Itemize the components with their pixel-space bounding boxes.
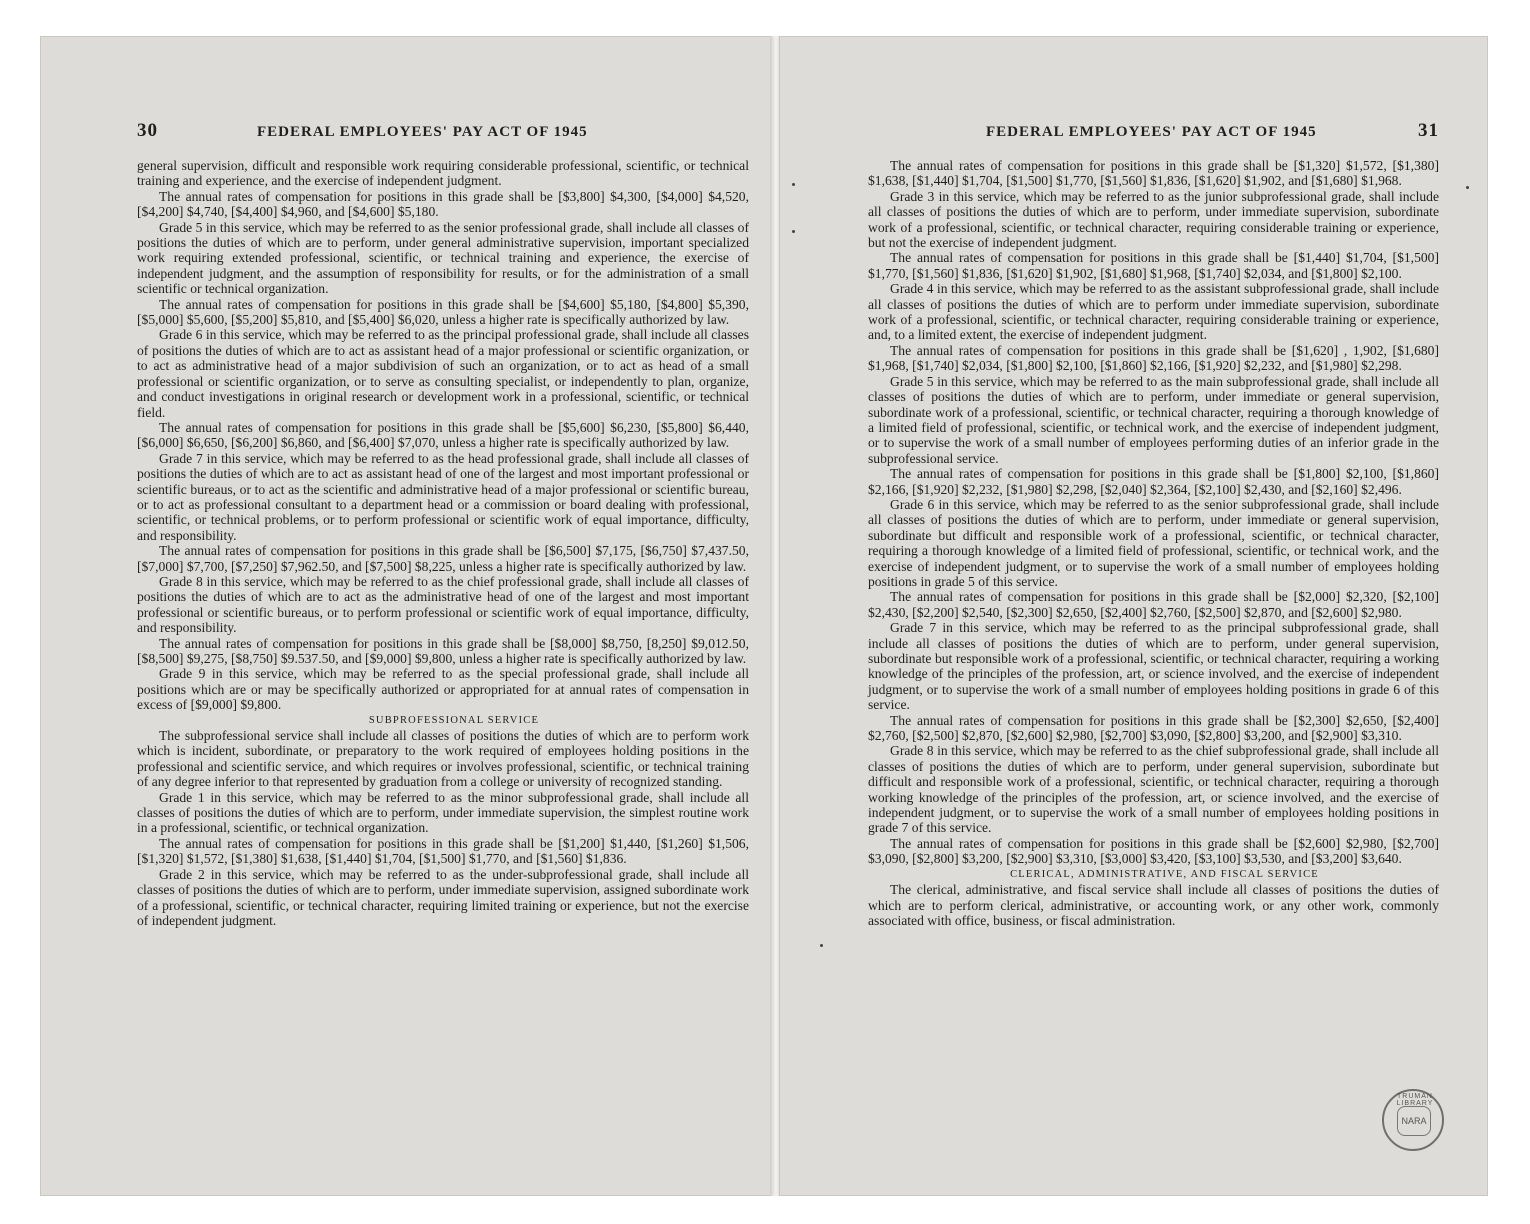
left-running-title: FEDERAL EMPLOYEES' PAY ACT OF 1945: [257, 124, 588, 140]
paragraph: The annual rates of compensation for positions in this grade shall be [$2,600] $2,980, [$2,700] $3,090, [$2,800] $3,200, [$2,900] $3,310, [$3,000] $3,420, [$3,100] $3,530, and [$3,200] $3,640.: [868, 835, 1439, 867]
paragraph: The annual rates of compensation for positions in this grade shall be [$1,200] $1,440, [$1,260] $1,506, [$1,320] $1,572, [$1,380] $1,638, [$1,440] $1,704, [$1,500] $1,770, and [$1,560] $1,836.: [137, 835, 749, 867]
right-running-head: [868, 120, 1439, 150]
section-title-clerical: CLERICAL, ADMINISTRATIVE, AND FISCAL SERVICE: [1010, 868, 1319, 880]
stamp-inner-text: NARA: [1397, 1106, 1431, 1136]
paragraph: The annual rates of compensation for positions in this grade shall be [$1,620] , 1,902, [$1,680] $1,968, [$1,740] $2,034, [$1,800] $2,100, [$1,860] $2,166, [$1,920] $2,232, and [$1,980] $2,298.: [868, 342, 1439, 374]
paragraph: Grade 2 in this service, which may be referred to as the under-subprofessional grade, shall include all classes of positions the duties of which are to perform, under immediate supervision, assigned subordinate work of a professional, scientific, or technical character, requiring limited training or experience, but not the exercise of independent judgment.: [137, 866, 749, 928]
left-page: [40, 36, 775, 1196]
paragraph: Grade 8 in this service, which may be referred to as the chief subprofessional grade, shall include all classes of positions the duties of which are to perform, under general supervision, subordinate but difficult and responsible work of a professional, scientific, or technical character, requiring a thorough working knowledge of the principles of the profession, art, or science involved, and the exercise of independent judgment, or to supervise the work of a small number of employees holding positions in grade 7 of this service.: [868, 743, 1439, 836]
paragraph: Grade 1 in this service, which may be referred to as the minor subprofessional grade, shall include all classes of positions the duties of which are to perform, under immediate supervision, the simplest routine work in a professional, scientific, or technical organization.: [137, 789, 749, 836]
paragraph: Grade 6 in this service, which may be referred to as the principal professional grade, shall include all classes of positions the duties of which are to act as assistant head of a major professional or scientific organization, or to act as administrative head of a major subdivision of such an organization, or to act as head of a small professional or scientific organization, or to serve as consulting specialist, or independently to plan, organize, and conduct investigations in original research or development work in a professional, scientific, or technical field.: [137, 327, 749, 420]
paragraph: The annual rates of compensation for positions in this grade shall be [$1,440] $1,704, [$1,500] $1,770, [$1,560] $1,836, [$1,620] $1,902, [$1,680] $1,968, [$1,740] $2,034, and [$1,800] $2,100.: [868, 250, 1439, 281]
paragraph: The annual rates of compensation for positions in this grade shall be [$6,500] $7,175, [$6,750] $7,437.50, [$7,000] $7,700, [$7,250] $7,962.50, and [$7,500] $8,225, unless a higher rate is specifically authorized by law.: [137, 543, 749, 574]
paragraph: Grade 6 in this service, which may be referred to as the senior subprofessional grade, shall include all classes of positions the duties of which are to perform, under immediate or general supervision, subordinate but difficult and responsible work of a professional, scientific, or technical character, requiring a thorough knowledge of a limited field of professional, scientific, or technical work, and the exercise of independent judgment, or to supervise the work of a small number of employees holding positions in grade 5 of this service.: [868, 496, 1439, 589]
paragraph: general supervision, difficult and responsible work requiring considerable professional, scientific, or technical training and experience, and the exercise of independent judgment.: [137, 158, 749, 189]
paragraph: Grade 8 in this service, which may be referred to as the chief professional grade, shall include all classes of positions the duties of which are to act as the administrative head of one of the largest and most important professional or scientific bureaus, or to perform professional or scientific work of equal importance, difficulty, and responsibility.: [137, 573, 749, 636]
paragraph: Grade 5 in this service, which may be referred to as the main subprofessional grade, shall include all classes of positions the duties of which are to perform, under immediate or general supervision, subordinate work of a professional, scientific, or technical character, requiring a thorough knowledge of a limited field of professional, scientific, or technical work, and the exercise of independent judgment, or to supervise the work of a small number of employees performing duties of an inferior grade in the subprofessional service.: [868, 373, 1439, 466]
paragraph: Grade 4 in this service, which may be referred to as the assistant subprofessional grade, shall include all classes of positions the duties of which are to perform under immediate supervision, subordinate work of a professional, scientific, or technical character, requiring considerable training or experience, and, to a limited extent, the exercise of independent judgment.: [868, 281, 1439, 343]
paragraph: The annual rates of compensation for positions in this grade shall be [$1,320] $1,572, [$1,380] $1,638, [$1,440] $1,704, [$1,500] $1,770, [$1,560] $1,836, [$1,620] $1,902, and [$1,680] $1,968.: [868, 158, 1439, 189]
paragraph: Grade 3 in this service, which may be referred to as the junior subprofessional grade, shall include all classes of positions the duties of which are to perform, under immediate supervision, subordinate work of a professional, scientific, or technical character, requiring considerable training or experience, but not the exercise of independent judgment.: [868, 188, 1439, 251]
paragraph: The subprofessional service shall include all classes of positions the duties of which are to perform work which is incident, subordinate, or preparatory to the work required of employees holding positions in the professional and scientific service, and which requires or involves professional, scientific, or technical training of any degree inferior to that represented by graduation from a college or university of recognized standing.: [137, 728, 749, 790]
right-page-number: 31: [1418, 120, 1439, 141]
margin-dot: [1466, 186, 1469, 189]
stamp-arc-text: TRUMAN LIBRARY: [1396, 1093, 1434, 1107]
left-running-head: [137, 120, 749, 150]
right-page: [779, 36, 1488, 1196]
paragraph: The annual rates of compensation for positions in this grade shall be [$2,000] $2,320, [$2,100] $2,430, [$2,200] $2,540, [$2,300] $2,650, [$2,400] $2,760, [$2,500] $2,870, and [$2,600] $2,980.: [868, 589, 1439, 620]
paragraph: The annual rates of compensation for positions in this grade shall be [$8,000] $8,750, [8,250] $9,012.50, [$8,500] $9,275, [$8,750] $9.537.50, and [$9,000] $9,800, unless a higher rate is specifically authorized by law.: [137, 635, 749, 666]
paragraph: The annual rates of compensation for positions in this grade shall be [$1,800] $2,100, [$1,860] $2,166, [$1,920] $2,232, [$1,980] $2,298, [$2,040] $2,364, [$2,100] $2,430, and [$2,160] $2,496.: [868, 466, 1439, 497]
paragraph: The annual rates of compensation for positions in this grade shall be [$3,800] $4,300, [$4,000] $4,520, [$4,200] $4,740, [$4,400] $4,960, and [$4,600] $5,180.: [137, 188, 749, 220]
paragraph: The annual rates of compensation for positions in this grade shall be [$4,600] $5,180, [$4,800] $5,390, [$5,000] $5,600, [$5,200] $5,810, and [$5,400] $6,020, unless a higher rate is specifically authorized by law.: [137, 296, 749, 328]
margin-dot: [792, 230, 795, 233]
paragraph: Grade 7 in this service, which may be referred to as the principal subprofessional grade, shall include all classes of positions the duties of which are to perform, under general supervision, subordinate but responsible work of a professional, scientific, or technical character, requiring a working knowledge of the principles of the profession, art, or science involved, and the exercise of independent judgment, or to supervise the work of a small number of employees holding positions in grade 6 of this service.: [868, 620, 1439, 713]
left-body-text: [137, 158, 749, 928]
archive-stamp: [1382, 1089, 1444, 1151]
margin-dot: [792, 183, 795, 186]
right-body-text: [868, 158, 1439, 928]
paragraph: The annual rates of compensation for positions in this grade shall be [$2,300] $2,650, [$2,400] $2,760, [$2,500] $2,870, [$2,600] $2,980, [$2,700] $3,090, [$2,800] $3,200, and [$2,900] $3,310.: [868, 712, 1439, 744]
left-page-number: 30: [137, 120, 158, 141]
right-running-title: FEDERAL EMPLOYEES' PAY ACT OF 1945: [986, 124, 1317, 140]
paragraph: Grade 9 in this service, which may be referred to as the special professional grade, shall include all positions which are or may be specifically authorized or appropriated for at annual rates of compensation in excess of [$9,000] $9,800.: [137, 666, 749, 713]
paragraph: The annual rates of compensation for positions in this grade shall be [$5,600] $6,230, [$5,800] $6,440, [$6,000] $6,650, [$6,200] $6,860, and [$6,400] $7,070, unless a higher rate is specifically authorized by law.: [137, 419, 749, 451]
paragraph: Grade 7 in this service, which may be referred to as the head professional grade, shall include all classes of positions the duties of which are to act as assistant head of one of the largest and most important professional or scientific bureaus, or to act as the scientific and administrative head of a major professional or scientific bureau, or to act as professional consultant to a department head or a commission or board dealing with professional, scientific, or technical problems, or to perform professional or scientific work of equal importance, difficulty, and responsibility.: [137, 450, 749, 543]
paragraph: The clerical, administrative, and fiscal service shall include all classes of positions the duties of which are to perform clerical, administrative, or accounting work, or any other work, commonly associated with office, business, or fiscal administration.: [868, 882, 1439, 928]
paragraph: Grade 5 in this service, which may be referred to as the senior professional grade, shall include all classes of positions the duties of which are to perform, under general administrative supervision, important specialized work requiring extended professional, scientific, or technical training and experience, the exercise of independent judgment, and the assumption of responsibility for results, or for the administration of a small scientific or technical organization.: [137, 219, 749, 297]
section-title-subprofessional: SUBPROFESSIONAL SERVICE: [368, 714, 540, 726]
margin-dot: [820, 944, 823, 947]
